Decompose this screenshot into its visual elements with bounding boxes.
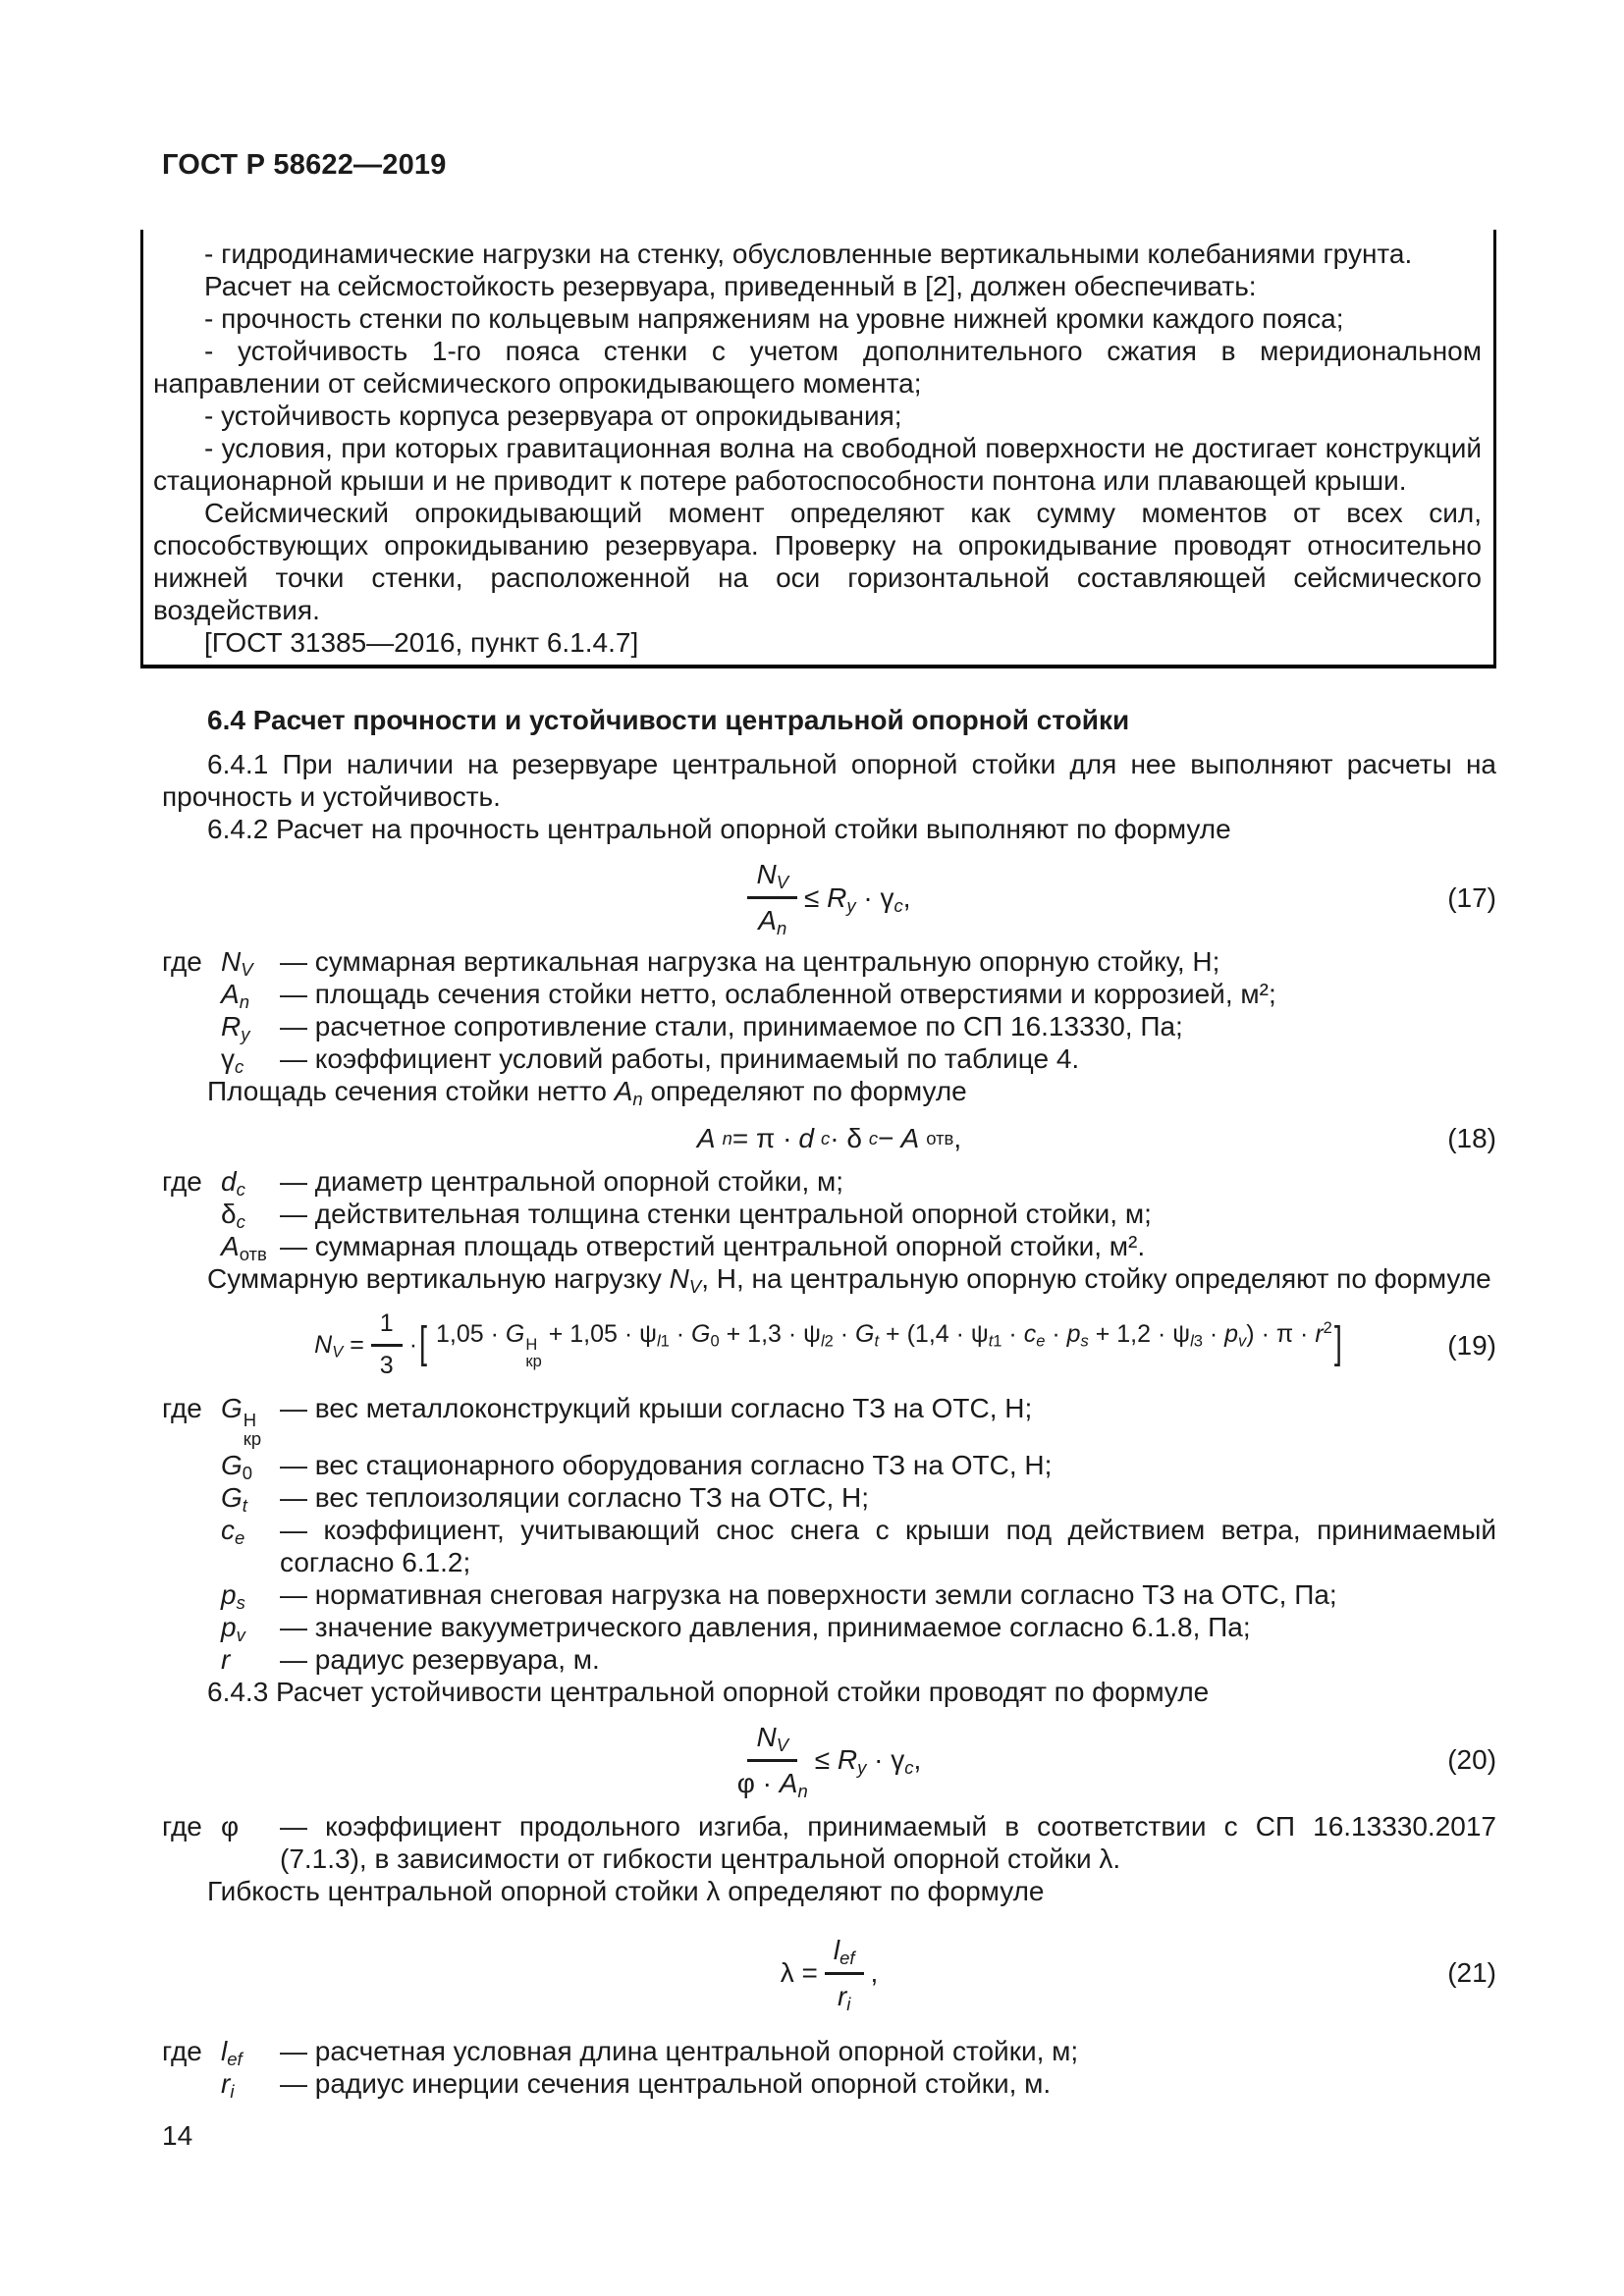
where-term: $\gamma_c$ bbox=[221, 1043, 244, 1078]
where-definition: — вес теплоизоляции согласно ТЗ на ОТС, Н; bbox=[280, 1481, 870, 1513]
formula-17 bbox=[162, 857, 1496, 937]
where-row bbox=[162, 1165, 1496, 1201]
formula-rhs: ≤ $R_y \cdot \gamma_c$, bbox=[804, 881, 911, 916]
fraction-denominator: 3 bbox=[379, 1352, 394, 1380]
fraction-numerator: $l_{ef}$ bbox=[825, 1933, 864, 1975]
where-definition: — вес металлоконструкций крыши согласно ТЗ на ОТС, Н; bbox=[280, 1392, 1033, 1423]
formula-tail: , bbox=[870, 1957, 879, 1989]
formula-lead: λ = bbox=[780, 1957, 818, 1989]
where-definition: — расчетное сопротивление стали, принимаемое по СП 16.13330, Па; bbox=[280, 1011, 1183, 1041]
formula-number-19: (19) bbox=[1447, 1329, 1496, 1361]
where-definition: — нормативная снеговая нагрузка на поверхности земли согласно ТЗ на ОТС, Па; bbox=[280, 1578, 1337, 1610]
formula-18 bbox=[162, 1121, 1496, 1155]
quote-paragraph: - гидродинамические нагрузки на стенку, обусловленные вертикальными колебаниями грунта. bbox=[204, 239, 1413, 269]
where-term: $R_y$ bbox=[221, 1011, 250, 1045]
fraction-denominator: $A_n$ bbox=[758, 905, 787, 939]
where-term: $G_t$ bbox=[221, 1481, 247, 1516]
where-term: $N_V$ bbox=[221, 946, 253, 981]
formula-number-17: (17) bbox=[1447, 881, 1496, 913]
where-label: где bbox=[162, 1810, 202, 1842]
where-row bbox=[162, 1198, 1496, 1233]
where-definition: — коэффициент продольного изгиба, принимаемый в соответствии с СП 16.13330.2017 (7.1.3), в зависимости от гибкости центральной опорной стойки λ. bbox=[280, 1810, 1496, 1874]
where-definition: — вес стационарного оборудования согласно ТЗ на ОТС, Н; bbox=[280, 1449, 1053, 1480]
quote-source: [ГОСТ 31385—2016, пункт 6.1.4.7] bbox=[204, 627, 639, 658]
where-term: r bbox=[221, 1643, 231, 1675]
paragraph-load: Суммарную вертикальную нагрузку $N_V$, Н, на центральную опорную стойку определяют по формуле bbox=[207, 1263, 1491, 1298]
where-term: $l_{ef}$ bbox=[221, 2035, 243, 2069]
where-row bbox=[162, 2067, 1496, 2100]
where-definition: — радиус инерции сечения центральной опорной стойки, м. bbox=[280, 2067, 1052, 2099]
paragraph-flexibility: Гибкость центральной опорной стойки λ определяют по формуле bbox=[207, 1875, 1045, 1906]
where-term: $p_v$ bbox=[221, 1611, 245, 1645]
where-term: $d_c$ bbox=[221, 1166, 245, 1201]
close-bracket: ] bbox=[1333, 1318, 1342, 1368]
formula-number-cell bbox=[1344, 1329, 1496, 1362]
where-row bbox=[162, 1042, 1496, 1078]
where-list-19 bbox=[162, 1392, 1496, 1676]
quote-paragraph: - прочность стенки по кольцевым напряжениям на уровне нижней кромки каждого пояса; bbox=[204, 303, 1344, 334]
fraction-denominator: $\varphi \cdot A_n$ bbox=[736, 1767, 808, 1801]
fraction bbox=[737, 1720, 808, 1800]
formula-18-expression: A n = π · d c · δ c − A отв , bbox=[696, 1123, 962, 1153]
where-list-21 bbox=[162, 2035, 1496, 2100]
paragraph-area: Площадь сечения стойки нетто $A_n$ определяют по формуле bbox=[207, 1076, 967, 1110]
where-list-18 bbox=[162, 1165, 1496, 1265]
where-label: где bbox=[162, 1166, 202, 1197]
where-list-20 bbox=[162, 1810, 1496, 1875]
where-row bbox=[162, 1514, 1496, 1578]
where-row bbox=[162, 1392, 1496, 1449]
where-definition: — суммарная площадь отверстий центральной опорной стойки, м². bbox=[280, 1231, 1146, 1261]
where-definition: — диаметр центральной опорной стойки, м; bbox=[280, 1166, 844, 1197]
where-definition: — коэффициент условий работы, принимаемый по таблице 4. bbox=[280, 1043, 1080, 1074]
where-term: G Н кр bbox=[221, 1392, 262, 1450]
where-label: где bbox=[162, 2035, 202, 2066]
where-term: $\delta_c$ bbox=[221, 1199, 245, 1233]
where-definition: — значение вакууметрического давления, принимаемое согласно 6.1.8, Па; bbox=[280, 1611, 1251, 1642]
fraction bbox=[371, 1308, 403, 1382]
where-term: $c_e$ bbox=[221, 1514, 245, 1548]
where-definition: — радиус резервуара, м. bbox=[280, 1643, 600, 1675]
formula-17-expression bbox=[747, 857, 910, 937]
fraction-denominator: $r_i$ bbox=[837, 1980, 851, 2014]
where-term: $A_n$ bbox=[221, 979, 249, 1013]
formula-21 bbox=[162, 1933, 1496, 2013]
paragraph-6-4-3: 6.4.3 Расчет устойчивости центральной опорной стойки проводят по формуле bbox=[207, 1676, 1210, 1707]
where-row bbox=[162, 1611, 1496, 1643]
where-definition: — действительная толщина стенки центральной опорной стойки, м; bbox=[280, 1199, 1152, 1229]
quote-paragraph: Сейсмический опрокидывающий момент определяют как сумму моментов от всех сил, способствующих опрокидыванию резервуара. Проверку на опрокидывание проводят относительно нижней точки стенки, расположенной на оси горизонтальной составляющей сейсмического воздействия. bbox=[153, 498, 1482, 625]
formula-20 bbox=[162, 1720, 1496, 1800]
where-row bbox=[162, 1810, 1496, 1875]
fraction bbox=[747, 857, 797, 937]
formula-rhs: ≤ $R_y \cdot \gamma_c$, bbox=[814, 1744, 922, 1779]
where-row bbox=[162, 1010, 1496, 1045]
where-term: φ bbox=[221, 1810, 240, 1842]
formula-20-expression bbox=[737, 1720, 922, 1800]
where-term: $p_s$ bbox=[221, 1578, 245, 1613]
fraction-numerator: $N_V$ bbox=[747, 857, 797, 899]
quote-box bbox=[140, 230, 1496, 668]
formula-19 bbox=[162, 1308, 1496, 1382]
section-heading: 6.4 Расчет прочности и устойчивости центральной опорной стойки bbox=[207, 705, 1130, 735]
multiplication-dot: · bbox=[408, 1330, 418, 1359]
formula-number-cell bbox=[878, 1956, 1496, 1989]
where-row bbox=[162, 1230, 1496, 1265]
formula-number-cell bbox=[961, 1122, 1496, 1154]
formula-number-cell bbox=[911, 881, 1496, 914]
where-definition: — коэффициент, учитывающий снос снега с крыши под действием ветра, принимаемый согласно 6.1.2; bbox=[280, 1514, 1496, 1577]
formula-number-18: (18) bbox=[1447, 1123, 1496, 1153]
fraction-numerator: 1 bbox=[371, 1308, 403, 1347]
formula-number-20: (20) bbox=[1447, 1744, 1497, 1776]
fraction-numerator: $N_V$ bbox=[747, 1720, 797, 1762]
where-term: $A_{отв}$ bbox=[221, 1231, 267, 1265]
quote-paragraph: - устойчивость корпуса резервуара от опрокидывания; bbox=[204, 400, 902, 431]
quote-paragraph: Расчет на сейсмостойкость резервуара, приведенный в [2], должен обеспечивать: bbox=[204, 271, 1257, 301]
formula-19-expression bbox=[314, 1308, 1344, 1382]
where-row bbox=[162, 1481, 1496, 1514]
where-definition: — расчетная условная длина центральной опорной стойки, м; bbox=[280, 2035, 1079, 2066]
where-row bbox=[162, 978, 1496, 1013]
where-term: $G_0$ bbox=[221, 1449, 253, 1483]
formula-lead: $N_V$ = bbox=[314, 1330, 364, 1362]
where-row bbox=[162, 1643, 1496, 1676]
paragraph-6-4-1: 6.4.1 При наличии на резервуаре центральной опорной стойки для нее выполняют расчеты на прочность и устойчивость. bbox=[162, 749, 1496, 812]
where-definition: — суммарная вертикальная нагрузка на центральную опорную стойку, Н; bbox=[280, 946, 1220, 977]
where-label: где bbox=[162, 946, 202, 977]
formula-content: 1,05 · G Н кр + $1,05 \cdot \psi_{l1} \cdot G_0 + 1,3 \cdot \psi_{l2} \cdot G_t + (1,4 \cdot \psi_{t1} \cdot c_e \cdot p_s + 1,2 \cdot \psi_{l3} \cdot p_v) \cdot \pi \cdot r^2$ bbox=[436, 1318, 1332, 1371]
page-title: ГОСТ Р 58622—2019 bbox=[162, 149, 447, 181]
quote-paragraph: - устойчивость 1-го пояса стенки с учетом дополнительного сжатия в меридиональном направлении от сейсмического опрокидывающего момента; bbox=[153, 336, 1482, 399]
formula-number-cell bbox=[921, 1743, 1496, 1776]
paragraph-6-4-2: 6.4.2 Расчет на прочность центральной опорной стойки выполняют по формуле bbox=[207, 814, 1231, 844]
quote-paragraph: - условия, при которых гравитационная волна на свободной поверхности не достигает конструкций стационарной крыши и не приводит к потере работоспособности понтона или плавающей крыши. bbox=[153, 433, 1482, 496]
formula-number-21: (21) bbox=[1447, 1957, 1496, 1989]
fraction bbox=[825, 1933, 864, 2013]
page-number: 14 bbox=[162, 2119, 193, 2151]
where-row bbox=[162, 1449, 1496, 1481]
where-list-17 bbox=[162, 945, 1496, 1078]
open-bracket: [ bbox=[419, 1318, 428, 1368]
where-row bbox=[162, 1578, 1496, 1611]
formula-21-expression bbox=[781, 1933, 879, 2013]
where-row bbox=[162, 2035, 1496, 2067]
where-label: где bbox=[162, 1392, 202, 1423]
where-term: $r_i$ bbox=[221, 2067, 235, 2102]
where-definition: — площадь сечения стойки нетто, ослабленной отверстиями и коррозией, м²; bbox=[280, 979, 1276, 1009]
where-row bbox=[162, 945, 1496, 981]
